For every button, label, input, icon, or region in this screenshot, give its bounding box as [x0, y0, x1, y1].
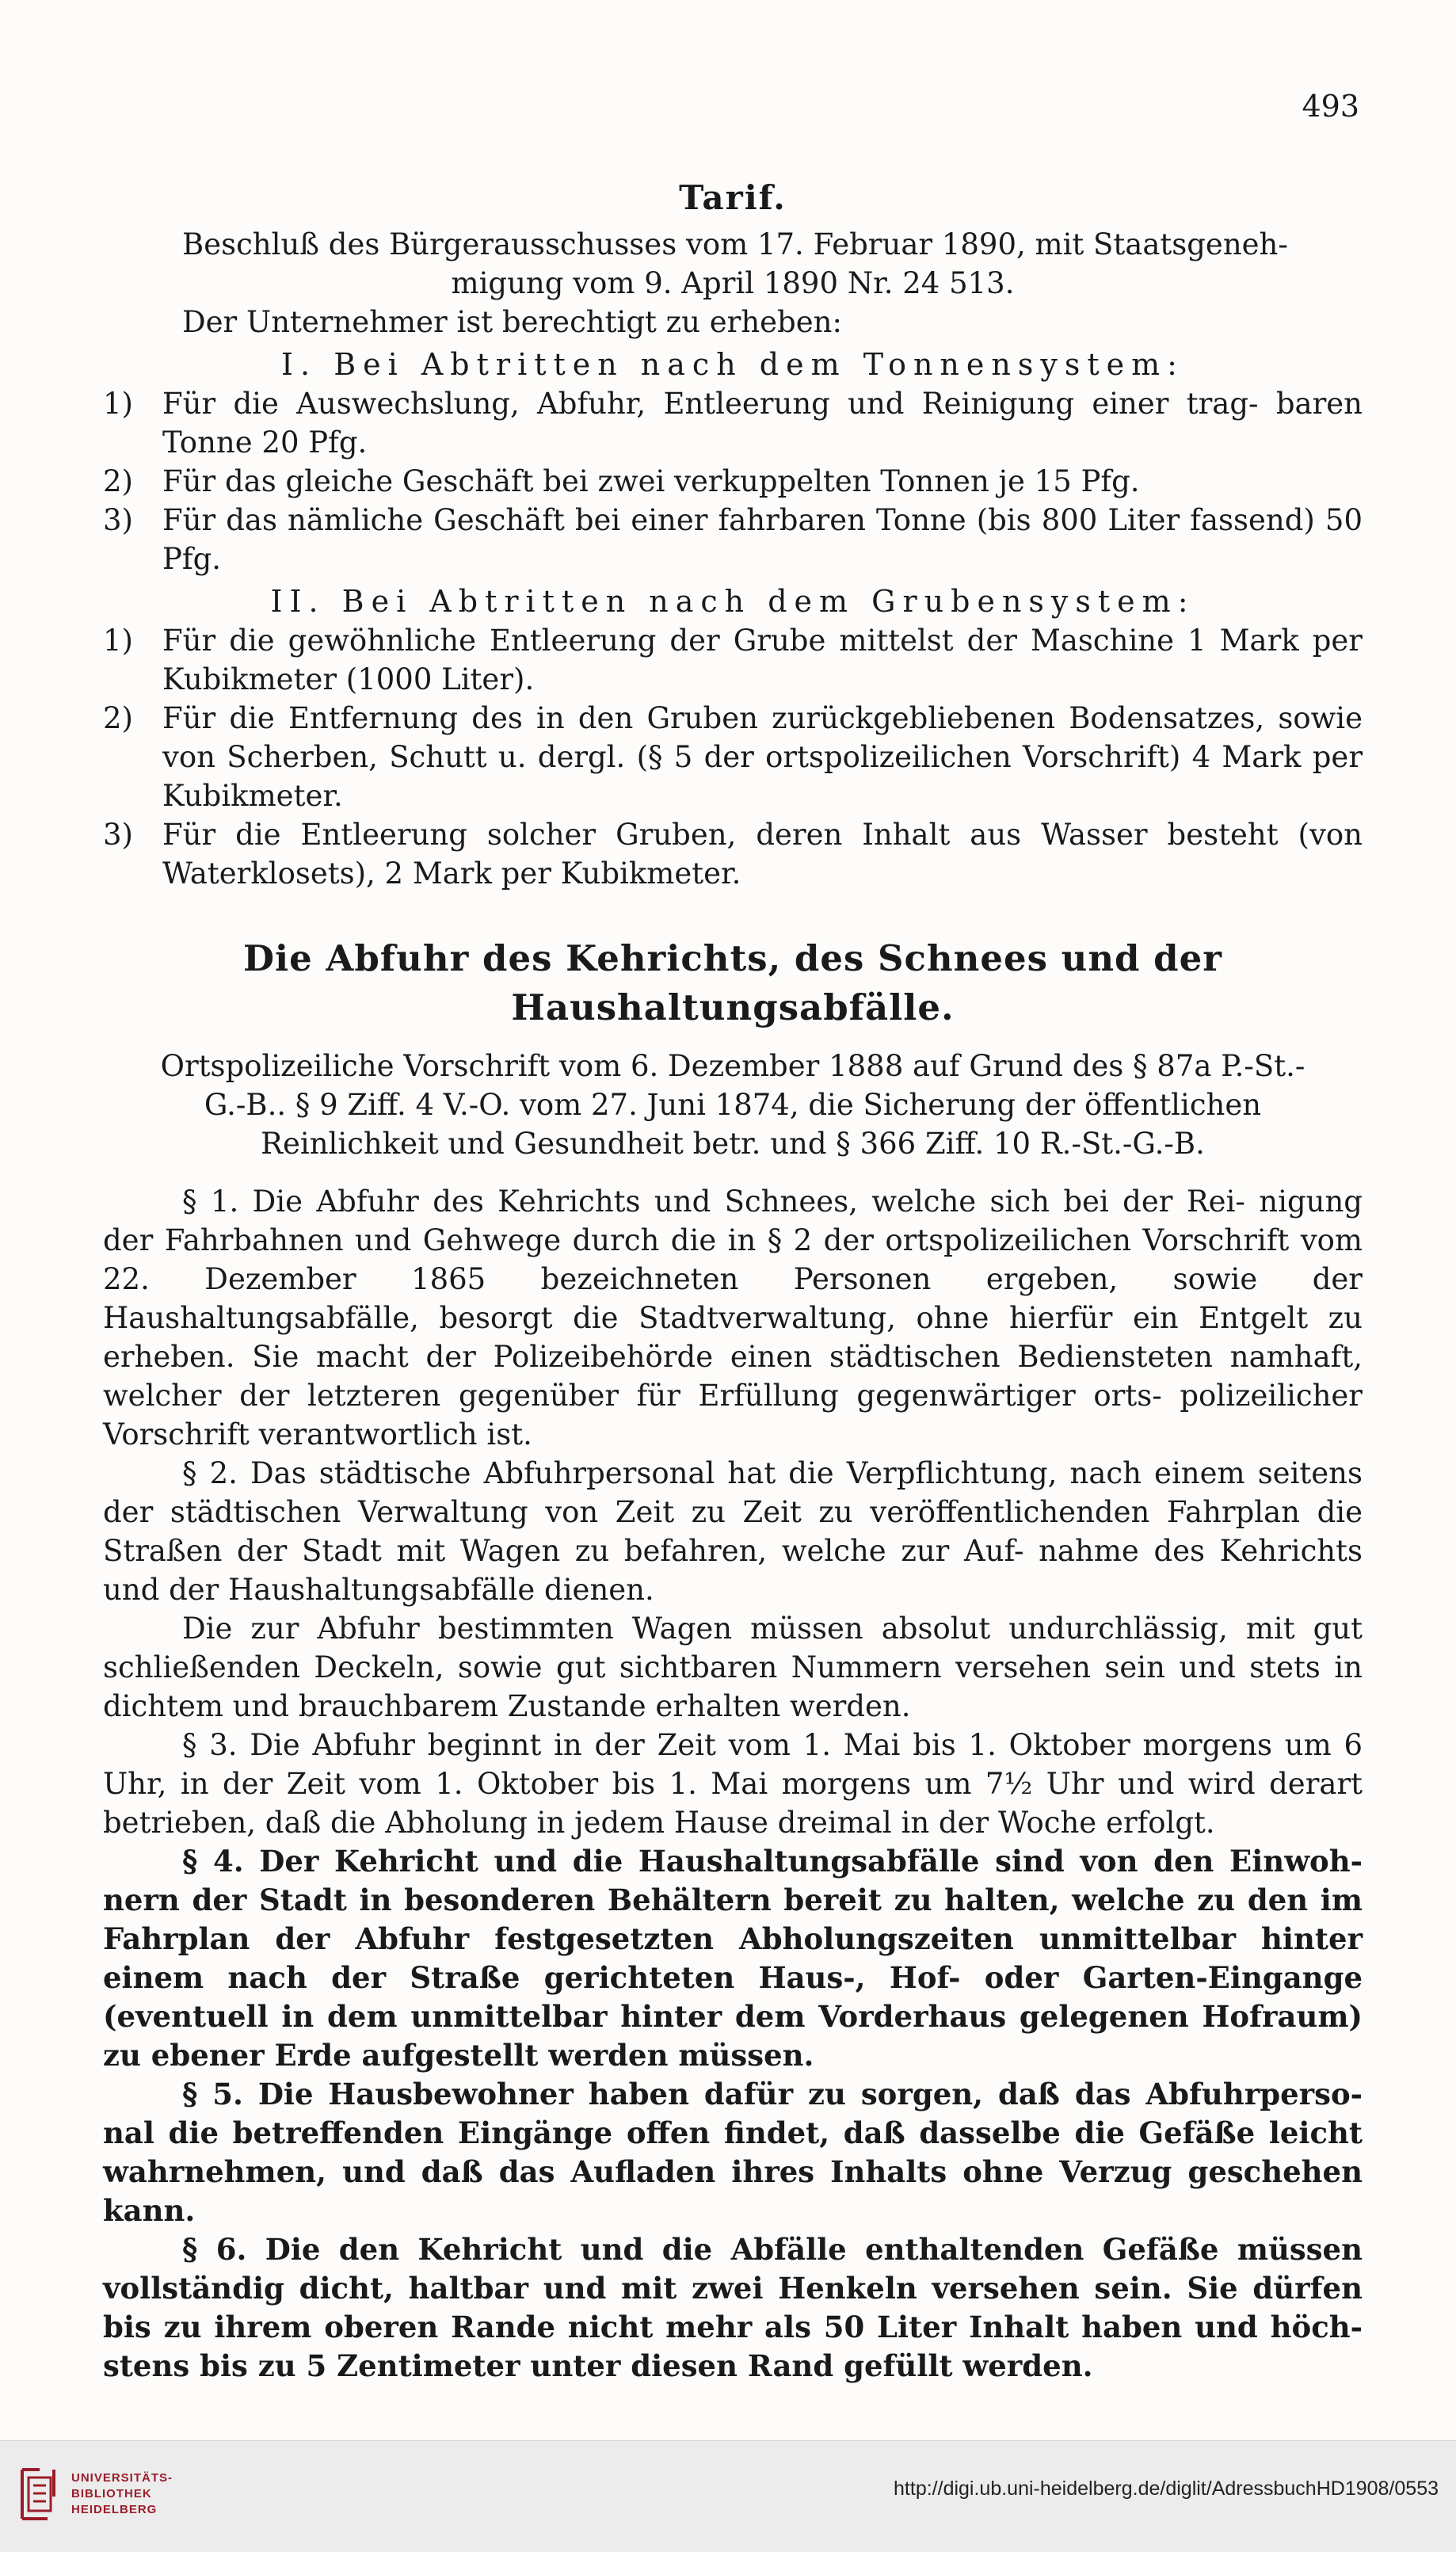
ordinance-line: G.-B.. § 9 Ziff. 4 V.-O. vom 27. Juni 1874, die Sicherung der öffentlichen [204, 1088, 1262, 1122]
tarif-item [103, 815, 1363, 893]
paragraph: Die zur Abfuhr bestimmten Wagen müssen absolut undurchlässig, mit gut schließenden Deckeln, sowie gut sichtbaren Nummern versehen sein und stets in dichtem und brauchbarem Zustande erhalten werden. [103, 1612, 1363, 1723]
logo-text-line: HEIDELBERG [71, 2503, 158, 2516]
ordinance-line: Ortspolizeiliche Vorschrift vom 6. Dezember 1888 auf Grund des § 87a P.-St.- [160, 1049, 1305, 1083]
ordinance-line: Reinlichkeit und Gesundheit betr. und § 366 Ziff. 10 R.-St.-G.-B. [261, 1127, 1205, 1161]
logo-text-line: UNIVERSITÄTS- [71, 2471, 173, 2485]
footer-bar [0, 2440, 1456, 2552]
paragraph: § 2. Das städtische Abfuhrpersonal hat die Verpflichtung, nach einem seitens der städtischen Verwaltung von Zeit zu Zeit zu veröffentlichenden Fahrplan die Straßen der Stadt mit Wagen zu befahren, welche zur Auf- nahme des Kehrichts und der Haushaltungsabfälle dienen. [103, 1456, 1363, 1607]
page-content [103, 178, 1363, 2386]
tarif-item [103, 384, 1363, 462]
logo-text-line: BIBLIOTHEK [71, 2487, 152, 2501]
tarif-section-heading: II. Bei Abtritten nach dem Grubensystem: [270, 584, 1195, 619]
item-text: Für die Auswechslung, Abfuhr, Entleerung und Reinigung einer trag- baren Tonne 20 Pfg. [162, 387, 1363, 460]
library-logo[interactable] [16, 2465, 173, 2523]
tarif-item [103, 699, 1363, 815]
section-title [103, 934, 1363, 1032]
tarif-intro: Der Unternehmer ist berechtigt zu erheben: [182, 305, 842, 339]
item-number: 3) [103, 503, 133, 537]
item-text: Für die Entleerung solcher Gruben, deren Inhalt aus Wasser besteht (von Waterklosets), 2 Mark per Kubikmeter. [162, 818, 1363, 891]
item-text: Für die gewöhnliche Entleerung der Grube mittelst der Maschine 1 Mark per Kubikmeter (1000 Liter). [162, 624, 1363, 696]
page-number: 493 [1302, 89, 1359, 124]
item-number: 2) [103, 464, 133, 498]
paragraph: § 1. Die Abfuhr des Kehrichts und Schnees, welche sich bei der Rei- nigung der Fahrbahnen und Gehwege durch die in § 2 der ortspolizeilichen Vorschrift vom 22. Dezember 1865 bezeichneten Personen ergeben, sowie der Haushaltungsabfälle, besorgt die Stadtverwaltung, ohne hierfür ein Entgelt zu erheben. Sie macht der Polizeibehörde einen städtischen Bediensteten namhaft, welcher der letzteren gegenüber für Erfüllung gegenwärtiger orts- polizeilicher Vorschrift verantwortlich ist. [103, 1184, 1363, 1451]
tarif-item [103, 621, 1363, 699]
section-title-line: Haushaltungsabfälle. [511, 986, 955, 1028]
item-text: Für die Entfernung des in den Gruben zurückgebliebenen Bodensatzes, sowie von Scherben, Schutt u. dergl. (§ 5 der ortspolizeilichen Vorschrift) 4 Mark per Kubikmeter. [162, 701, 1363, 813]
paragraph: § 3. Die Abfuhr beginnt in der Zeit vom 1. Mai bis 1. Oktober morgens um 6 Uhr, in der Zeit vom 1. Oktober bis 1. Mai morgens um 7½ Uhr und wird derart betrieben, daß die Abholung in jedem Hause dreimal in der Woche erfolgt. [103, 1728, 1363, 1840]
library-name [71, 2470, 173, 2518]
section-title-line: Die Abfuhr des Kehrichts, des Schnees und der [243, 937, 1222, 979]
permalink-url[interactable]: http://digi.ub.uni-heidelberg.de/diglit/AdressbuchHD1908/0553 [894, 2478, 1439, 2500]
item-text: Für das nämliche Geschäft bei einer fahrbaren Tonne (bis 800 Liter fassend) 50 Pfg. [162, 503, 1363, 576]
tarif-resolution-line: migung vom 9. April 1890 Nr. 24 513. [451, 266, 1015, 300]
tarif-resolution-line: Beschluß des Bürgerausschusses vom 17. Februar 1890, mit Staatsgeneh- [182, 227, 1288, 261]
ordinance-reference [103, 1047, 1363, 1163]
item-number: 3) [103, 818, 133, 852]
item-number: 1) [103, 387, 133, 421]
item-number: 1) [103, 624, 133, 658]
tarif-title: Tarif. [679, 178, 787, 217]
item-number: 2) [103, 701, 133, 735]
tarif-item [103, 501, 1363, 578]
paragraph: § 6. Die den Kehricht und die Abfälle enthaltenden Gefäße müssen vollständig dicht, haltbar und mit zwei Henkeln versehen sein. Sie dürfen bis zu ihrem oberen Rande nicht mehr als 50 Liter Inhalt haben und höch- stens bis zu 5 Zentimeter unter diesen Rand gefüllt werden. [103, 2232, 1363, 2383]
tarif-item [103, 462, 1363, 501]
paragraph: § 4. Der Kehricht und die Haushaltungsabfälle sind von den Einwoh- nern der Stadt in besonderen Behältern bereit zu halten, welche zu den im Fahrplan der Abfuhr festgesetzten Abholungszeiten unmittelbar hinter einem nach der Straße gerichteten Haus-, Hof- oder Garten-Eingange (eventuell in dem unmittelbar hinter dem Vorderhaus gelegenen Hofraum) zu ebener Erde aufgestellt werden müssen. [103, 1844, 1363, 2073]
university-seal-icon [16, 2465, 60, 2523]
paragraph: § 5. Die Hausbewohner haben dafür zu sorgen, daß das Abfuhrperso- nal die betreffenden Eingänge offen findet, daß dasselbe die Gefäße leicht wahrnehmen, und daß das Aufladen ihres Inhalts ohne Verzug geschehen kann. [103, 2077, 1363, 2228]
item-text: Für das gleiche Geschäft bei zwei verkuppelten Tonnen je 15 Pfg. [162, 464, 1140, 498]
tarif-section-heading: I. Bei Abtritten nach dem Tonnensystem: [281, 347, 1184, 382]
